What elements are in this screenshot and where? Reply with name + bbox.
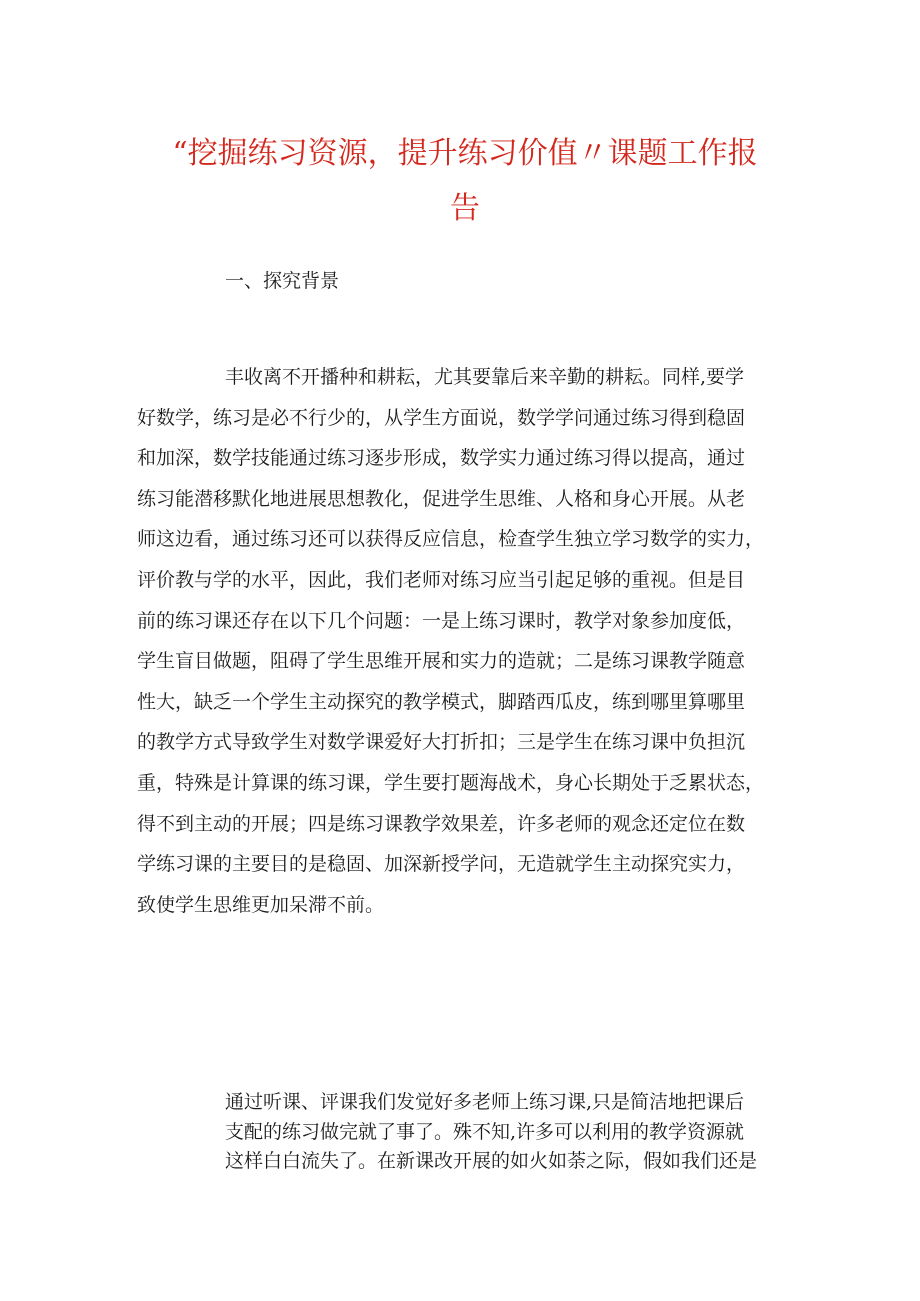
paragraph-line: 通过听课、评课我们发觉好多老师上练习课,只是简洁地把课后 xyxy=(225,1091,745,1113)
paragraph-line: 学练习课的主要目的是稳固、加深新授学问，无造就学生主动探究实力， xyxy=(137,853,746,876)
paragraph-line: 师这边看，通过练习还可以获得反应信息，检查学生独立学习数学的实力， xyxy=(137,528,765,551)
paragraph-line: 的教学方式导致学生对数学课爱好大打折扣；三是学生在练习课中负担沉 xyxy=(137,731,746,754)
title-line: “挖掘练习资源，提升练习价值〃课题工作报 xyxy=(172,136,758,171)
paragraph-observation xyxy=(225,1088,790,1177)
paragraph-line: 好数学，练习是必不行少的，从学生方面说，数学学问通过练习得到稳固 xyxy=(137,406,746,429)
paragraph-line: 和加深，数学技能通过练习逐步形成，数学实力通过练习得以提高，通过 xyxy=(137,447,746,470)
paragraph-background xyxy=(137,357,787,925)
document-title xyxy=(150,126,780,236)
paragraph-line: 前的练习课还存在以下几个问题：一是上练习课时，教学对象参加度低， xyxy=(137,609,746,632)
paragraph-line: 致使学生思维更加呆滞不前。 xyxy=(137,893,385,916)
section-heading: 一、探究背景 xyxy=(225,270,340,292)
paragraph-line: 支配的练习做完就了事了。殊不知,许多可以利用的教学资源就 xyxy=(225,1120,745,1143)
paragraph-line: 评价教与学的水平，因此，我们老师对练习应当引起足够的重视。但是目 xyxy=(137,568,746,591)
paragraph-line: 这样白白流失了。在新课改开展的如火如荼之际，假如我们还是 xyxy=(225,1150,758,1172)
paragraph-line: 得不到主动的开展；四是练习课教学效果差，许多老师的观念还定位在数 xyxy=(137,812,746,835)
paragraph-line: 重，特殊是计算课的练习课，学生要打题海战术，身心长期处于乏累状态， xyxy=(137,771,765,794)
paragraph-line: 练习能潜移默化地进展思想教化，促进学生思维、人格和身心开展。从老 xyxy=(137,487,746,510)
title-line: 告 xyxy=(450,191,480,226)
paragraph-line: 丰收离不开播种和耕耘，尤其要靠后来辛勤的耕耘。同样,要学 xyxy=(225,366,745,388)
paragraph-line: 学生盲目做题，阻碍了学生思维开展和实力的造就；二是练习课教学随意 xyxy=(137,650,746,673)
paragraph-line: 性大，缺乏一个学生主动探究的教学模式，脚踏西瓜皮，练到哪里算哪里 xyxy=(137,690,746,713)
